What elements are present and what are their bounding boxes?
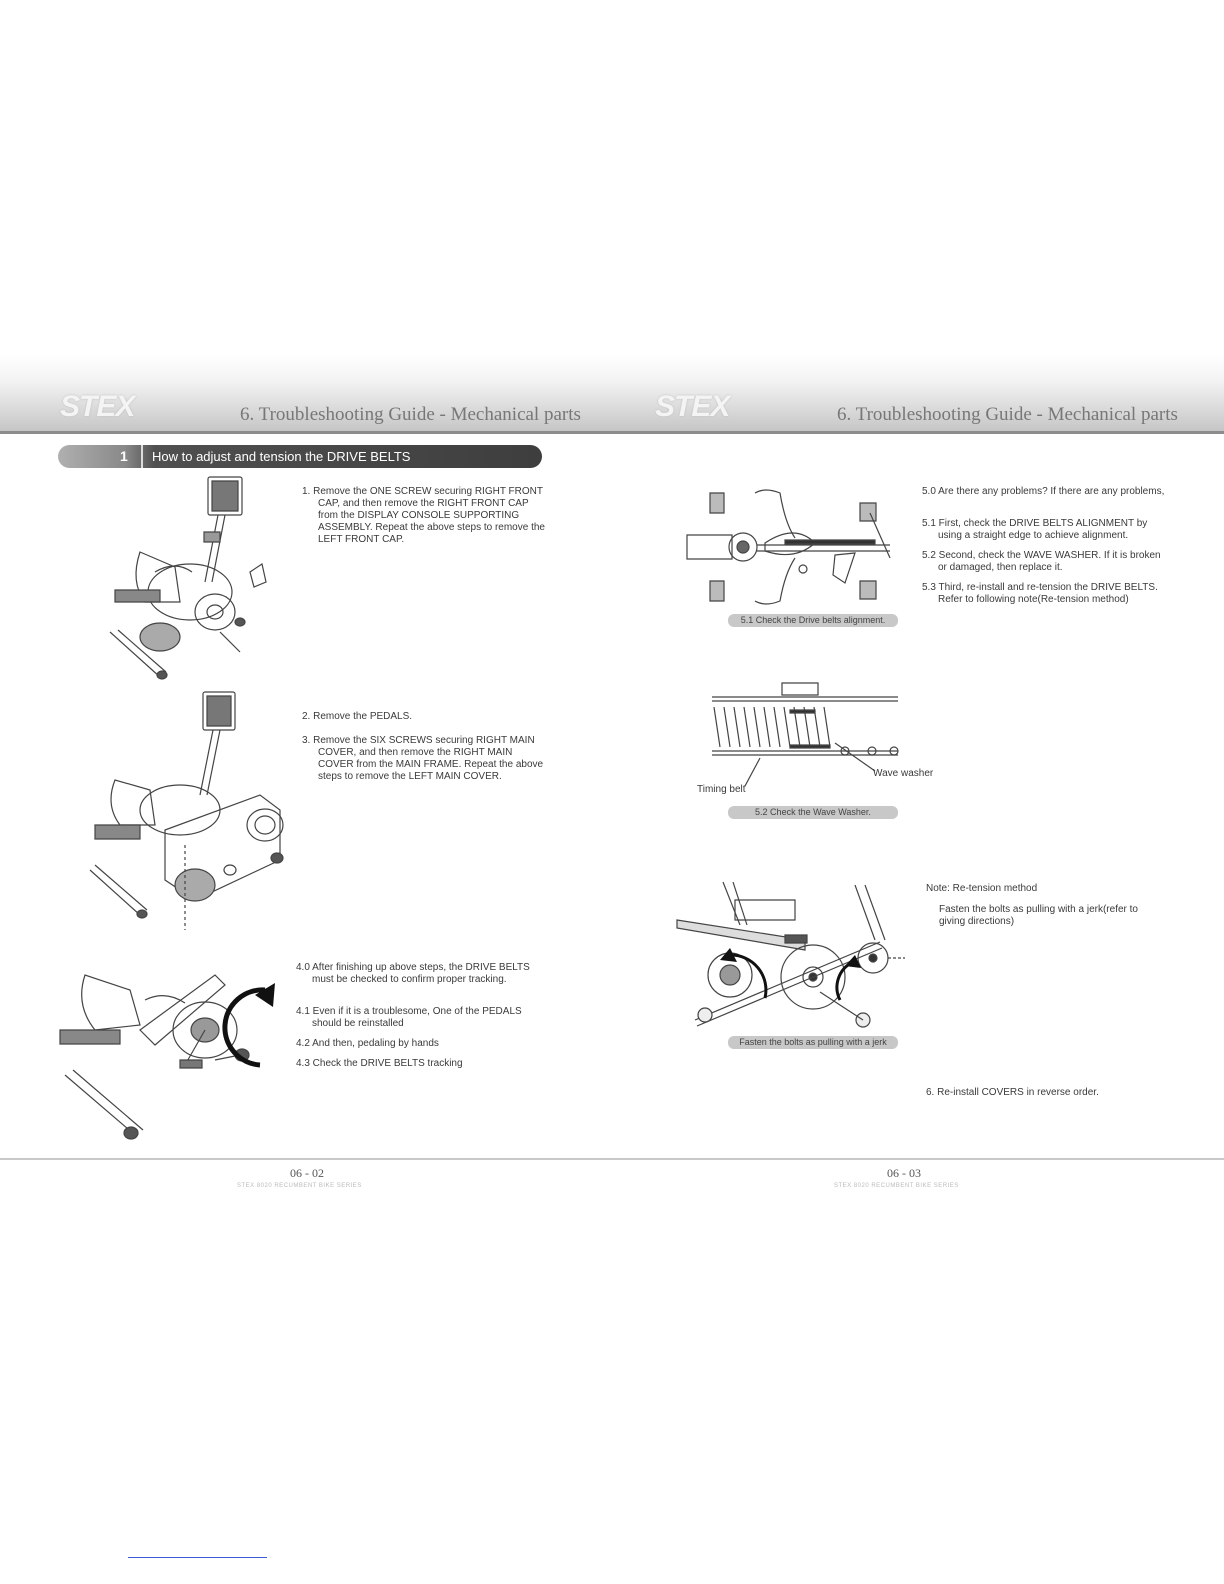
- step-3-text: 3. Remove the SIX SCREWS securing RIGHT MAIN COVER, and then remove the RIGHT MAIN COVER from the MAIN FRAME. Repeat the above steps to remove the LEFT MAIN COVER.: [302, 735, 544, 782]
- retension-diagram: [675, 880, 905, 1030]
- step-4-2-text: 4.2 And then, pedaling by hands: [296, 1038, 439, 1049]
- step-6-text: 6. Re-install COVERS in reverse order.: [926, 1087, 1099, 1098]
- section-divider: [141, 445, 143, 468]
- footer-series-right: STEX 8020 RECUMBENT BIKE SERIES: [834, 1183, 959, 1189]
- note-body: Fasten the bolts as pulling with a jerk(refer to giving directions): [939, 904, 1138, 927]
- header-title-left: 6. Troubleshooting Guide - Mechanical parts: [240, 404, 581, 425]
- page-number-left: 06 - 02: [290, 1166, 324, 1180]
- section-title: How to adjust and tension the DRIVE BELTS: [152, 449, 411, 464]
- step-5-2-text: 5.2 Second, check the WAVE WASHER. If it is broken or damaged, then replace it.: [922, 550, 1161, 573]
- bottom-underline: [128, 1557, 267, 1558]
- step-4-0-text: 4.0 After finishing up above steps, the DRIVE BELTS must be checked to confirm proper tracking.: [296, 962, 530, 985]
- step-4-3-text: 4.3 Check the DRIVE BELTS tracking: [296, 1058, 463, 1069]
- footer-rule: [0, 1158, 1224, 1160]
- wave-washer-diagram: [700, 683, 900, 793]
- step-5-0-text: 5.0 Are there any problems? If there are any problems,: [922, 486, 1165, 497]
- belt-alignment-diagram: [685, 483, 900, 608]
- bike-front-cap-illustration: [100, 472, 280, 682]
- step-5-1-text: 5.1 First, check the DRIVE BELTS ALIGNMENT by using a straight edge to achieve alignment.: [922, 518, 1148, 541]
- caption-retension: Fasten the bolts as pulling with a jerk: [728, 1036, 898, 1049]
- caption-belt-alignment: 5.1 Check the Drive belts alignment.: [728, 614, 898, 627]
- bike-pedal-illustration: [55, 955, 285, 1145]
- step-4-1-text: 4.1 Even if it is a troublesome, One of the PEDALS should be reinstalled: [296, 1006, 522, 1029]
- bike-main-cover-illustration: [85, 690, 295, 935]
- logo-left: STEX: [60, 390, 135, 423]
- note-title: Note: Re-tension method: [926, 883, 1038, 894]
- footer-series-left: STEX 8020 RECUMBENT BIKE SERIES: [237, 1183, 362, 1189]
- step-2-text: 2. Remove the PEDALS.: [302, 711, 413, 722]
- caption-wave-washer: 5.2 Check the Wave Washer.: [728, 806, 898, 819]
- section-number: 1: [120, 448, 128, 464]
- label-timing-belt: Timing belt: [697, 784, 746, 795]
- label-wave-washer: Wave washer: [873, 768, 934, 779]
- header-rule: [0, 431, 1224, 434]
- page-number-right: 06 - 03: [887, 1166, 921, 1180]
- step-5-3-text: 5.3 Third, re-install and re-tension the DRIVE BELTS. Refer to following note(Re-tension method): [922, 582, 1158, 605]
- header-title-right: 6. Troubleshooting Guide - Mechanical parts: [837, 404, 1178, 425]
- logo-right: STEX: [655, 390, 730, 423]
- step-1-text: 1. Remove the ONE SCREW securing RIGHT FRONT CAP, and then remove the RIGHT FRONT CAP from the DISPLAY CONSOLE SUPPORTING ASSEMBLY. Repeat the above steps to remove the LEFT FRONT CAP.: [302, 486, 545, 545]
